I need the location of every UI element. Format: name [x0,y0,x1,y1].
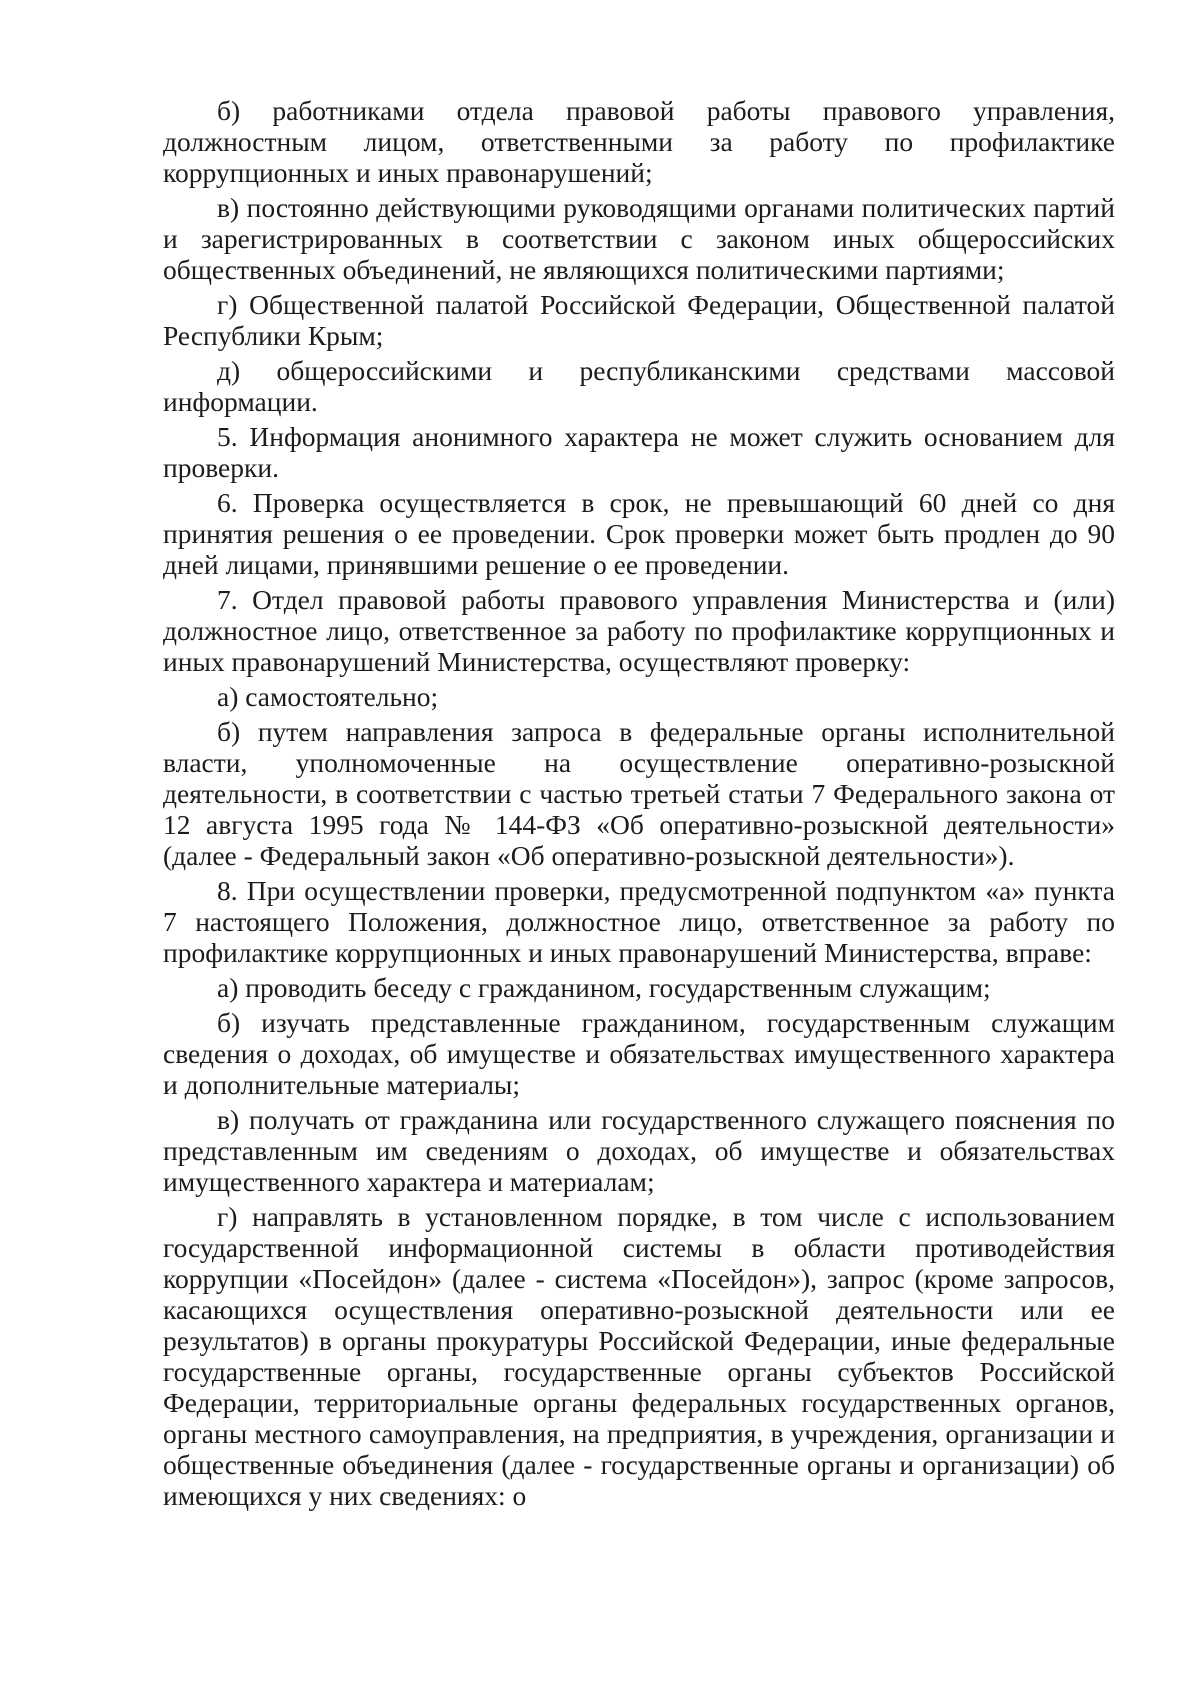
paragraph-8g-poseidon: г) направлять в установленном порядке, в том числе с использованием государственной информационной системы в области противодействия коррупции «Посейдон» (далее - система «Посейдон»), запрос (кроме запросов, касающихся осуществления оперативно-розыскной деятельности или ее результатов) в органы прокуратуры Российской Федерации, иные федеральные государственные органы, государственные органы субъектов Российской Федерации, территориальные органы федеральных государственных органов, органы местного самоуправления, на предприятия, в учреждения, организации и общественные объединения (далее - государственные органы и организации) об имеющихся у них сведениях: о [163,1201,1115,1511]
paragraph-g-chamber: г) Общественной палатой Российской Федерации, Общественной палатой Республики Крым; [163,289,1115,351]
paragraph-8-verification: 8. При осуществлении проверки, предусмотренной подпунктом «а» пункта 7 настоящего Положения, должностное лицо, ответственное за работу по профилактике коррупционных и иных правонарушений Министерства, вправе: [163,875,1115,968]
paragraph-5-anonymous: 5. Информация анонимного характера не может служить основанием для проверки. [163,421,1115,483]
paragraph-v-parties: в) постоянно действующими руководящими органами политических партий и зарегистрированных в соответствии с законом иных общероссийских общественных объединений, не являющихся политическими партиями; [163,192,1115,285]
paragraph-7b-request: б) путем направления запроса в федеральные органы исполнительной власти, уполномоченные на осуществление оперативно-розыскной деятельности, в соответствии с частью третьей статьи 7 Федерального закона от 12 августа 1995 года № 144-ФЗ «Об оперативно-розыскной деятельности» (далее - Федеральный закон «Об оперативно-розыскной деятельности»). [163,716,1115,871]
document-page [163,95,1115,1515]
paragraph-7-department: 7. Отдел правовой работы правового управления Министерства и (или) должностное лицо, ответственное за работу по профилактике коррупционных и иных правонарушений Министерства, осуществляют проверку: [163,584,1115,677]
paragraph-8v-explanations: в) получать от гражданина или государственного служащего пояснения по представленным им сведениям о доходах, об имуществе и обязательствах имущественного характера и материалам; [163,1104,1115,1197]
paragraph-8a-conversation: а) проводить беседу с гражданином, государственным служащим; [217,972,991,1003]
paragraph-6-term: 6. Проверка осуществляется в срок, не превышающий 60 дней со дня принятия решения о ее проведении. Срок проверки может быть продлен до 90 дней лицами, принявшими решение о ее проведении. [163,487,1115,580]
paragraph-8b-study: б) изучать представленные гражданином, государственным служащим сведения о доходах, об имуществе и обязательствах имущественного характера и дополнительные материалы; [163,1007,1115,1100]
paragraph-d-media: д) общероссийскими и республиканскими средствами массовой информации. [163,355,1115,417]
paragraph-7a-independently: а) самостоятельно; [217,681,439,712]
paragraph-b-workers: б) работниками отдела правовой работы правового управления, должностным лицом, ответственными за работу по профилактике коррупционных и иных правонарушений; [163,95,1115,188]
